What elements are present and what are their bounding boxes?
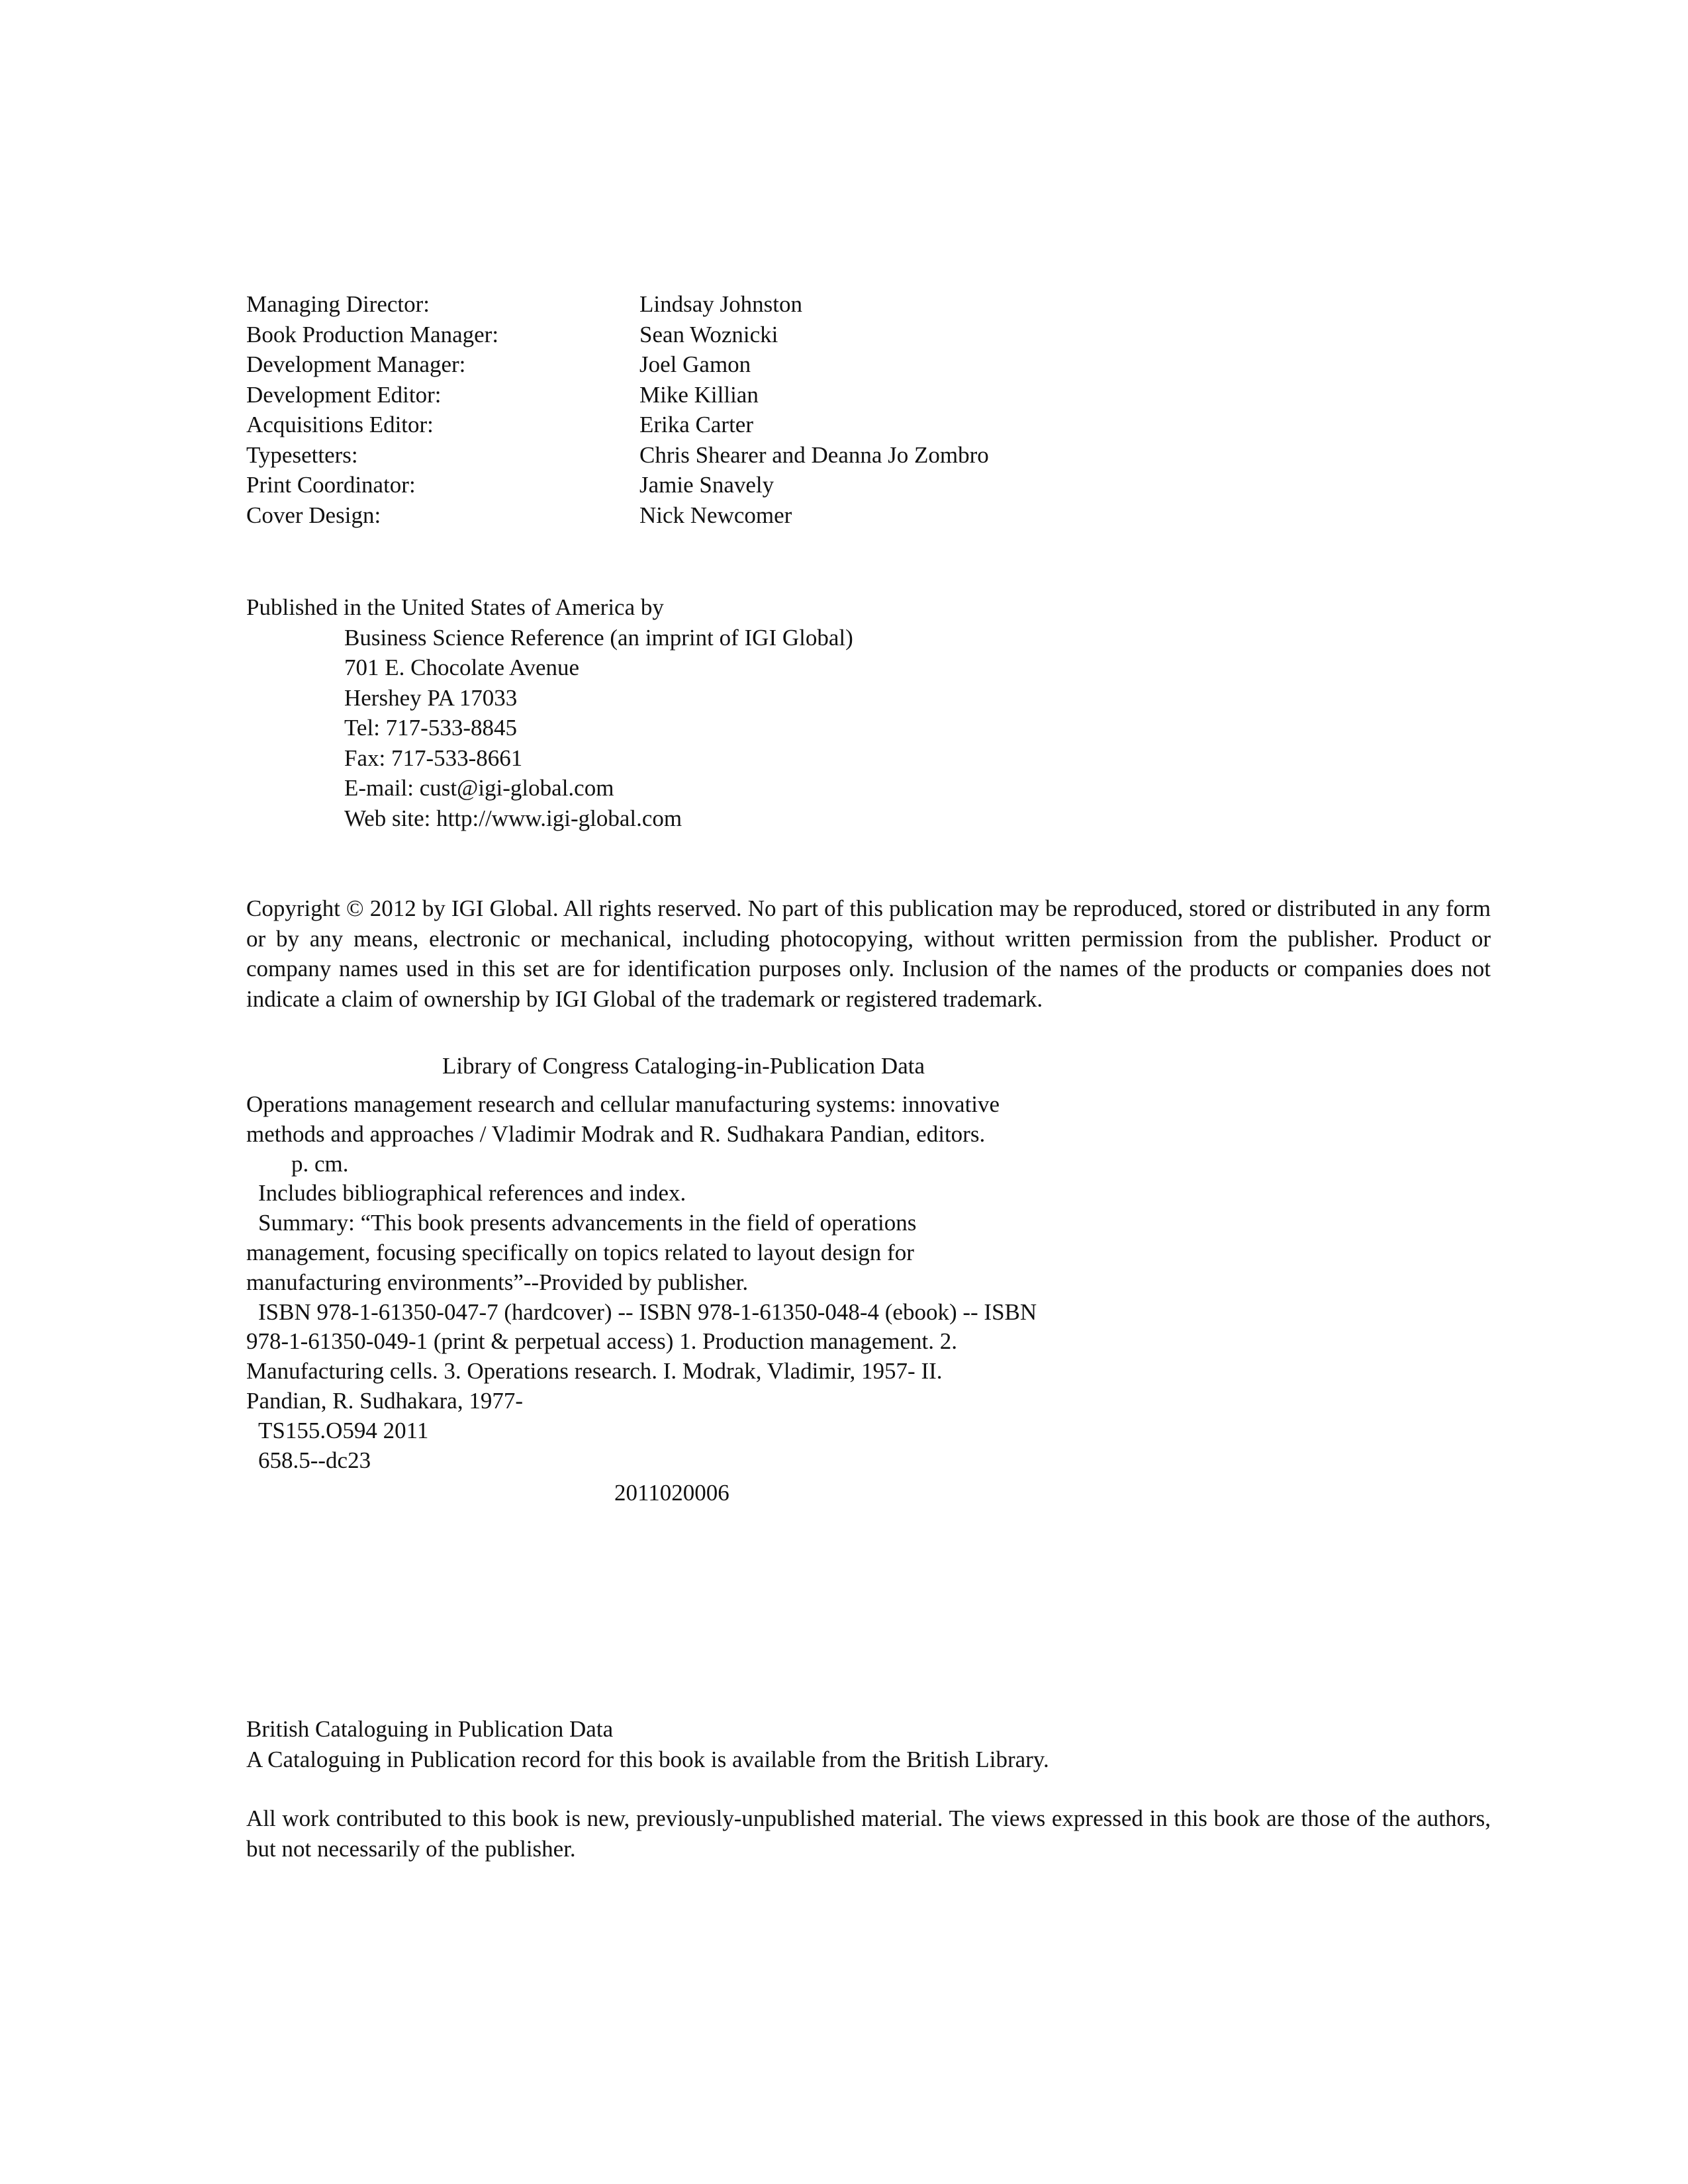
credit-name: Joel Gamon [639,351,751,377]
credit-name: Jamie Snavely [639,472,774,498]
credit-name: Nick Newcomer [639,502,792,528]
credit-row [246,440,1504,471]
publisher-tel: Tel: 717-533-8845 [344,715,517,741]
staff-credits [246,289,1504,530]
publisher-city: Hershey PA 17033 [344,684,518,711]
credit-row [246,410,1504,440]
cip-record [246,1089,1107,1475]
publisher-email: E-mail: cust@igi-global.com [344,775,614,801]
credit-role: Acquisitions Editor: [246,412,434,437]
cip-line: 978-1-61350-049-1 (print & perpetual access) 1. Production management. 2. [246,1328,958,1355]
publisher-name: Business Science Reference (an imprint of IGI Global) [344,624,853,651]
credit-row [246,380,1504,410]
credit-role: Typesetters: [246,441,358,468]
publisher-address [344,623,1504,834]
credit-role: Print Coordinator: [246,472,416,498]
credit-role: Book Production Manager: [246,321,499,347]
credit-name: Mike Killian [639,381,759,408]
credit-role: Managing Director: [246,291,430,317]
cip-line: TS155.O594 2011 [258,1417,429,1443]
cip-line: Summary: “This book presents advancements in the field of operations [258,1210,917,1236]
cip-line: Pandian, R. Sudhakara, 1977- [246,1387,523,1414]
credit-role: Development Manager: [246,351,466,377]
british-cip-text: A Cataloguing in Publication record for this book is available from the British Library. [246,1746,1049,1772]
credit-name: Chris Shearer and Deanna Jo Zombro [639,441,989,468]
cip-line: p. cm. [291,1150,349,1177]
credit-row [246,349,1504,380]
published-intro: Published in the United States of America by [246,594,664,620]
publisher-street: 701 E. Chocolate Avenue [344,655,580,680]
credit-row [246,320,1504,350]
publisher-fax: Fax: 717-533-8661 [344,745,523,771]
credit-name: Erika Carter [639,412,753,437]
british-cip [246,1714,1049,1774]
cip-heading: Library of Congress Cataloging-in-Publication Data [442,1053,925,1079]
credit-name: Lindsay Johnston [639,291,802,317]
cip-line: management, focusing specifically on topics related to layout design for [246,1239,914,1265]
cip-line: Includes bibliographical references and index. [258,1180,686,1206]
credit-row [246,500,1504,531]
credit-row [246,470,1504,500]
credit-row [246,289,1504,320]
cip-line: methods and approaches / Vladimir Modrak and R. Sudhakara Pandian, editors. [246,1120,986,1147]
british-cip-heading: British Cataloguing in Publication Data [246,1716,614,1742]
credit-role: Cover Design: [246,502,381,528]
cip-line: ISBN 978-1-61350-047-7 (hardcover) -- ISBN 978-1-61350-048-4 (ebook) -- ISBN [258,1298,1037,1325]
publisher-block [246,592,1504,833]
disclaimer: All work contributed to this book is new, previously-unpublished material. The views expressed in this book are those of the authors, but not necessarily of the publisher. [246,1805,1491,1862]
publisher-website: Web site: http://www.igi-global.com [344,805,682,831]
cip-line: 658.5--dc23 [258,1447,371,1473]
copyright-notice: Copyright © 2012 by IGI Global. All rights reserved. No part of this publication may be reproduced, stored or distributed in any form or by any means, electronic or mechanical, including photocopying, without written permission from the publisher. Product or company names used in this set are for identification purposes only. Inclusion of the names of the products or companies does not indicate a claim of ownership by IGI Global of the trademark or registered trademark. [246,895,1491,1012]
cip-line: manufacturing environments”--Provided by publisher. [246,1269,749,1295]
cip-line: Operations management research and cellular manufacturing systems: innovative [246,1091,1000,1117]
credit-name: Sean Woznicki [639,321,778,347]
cip-line: Manufacturing cells. 3. Operations research. I. Modrak, Vladimir, 1957- II. [246,1358,943,1385]
credit-role: Development Editor: [246,381,442,408]
lccn-number: 2011020006 [614,1480,729,1506]
